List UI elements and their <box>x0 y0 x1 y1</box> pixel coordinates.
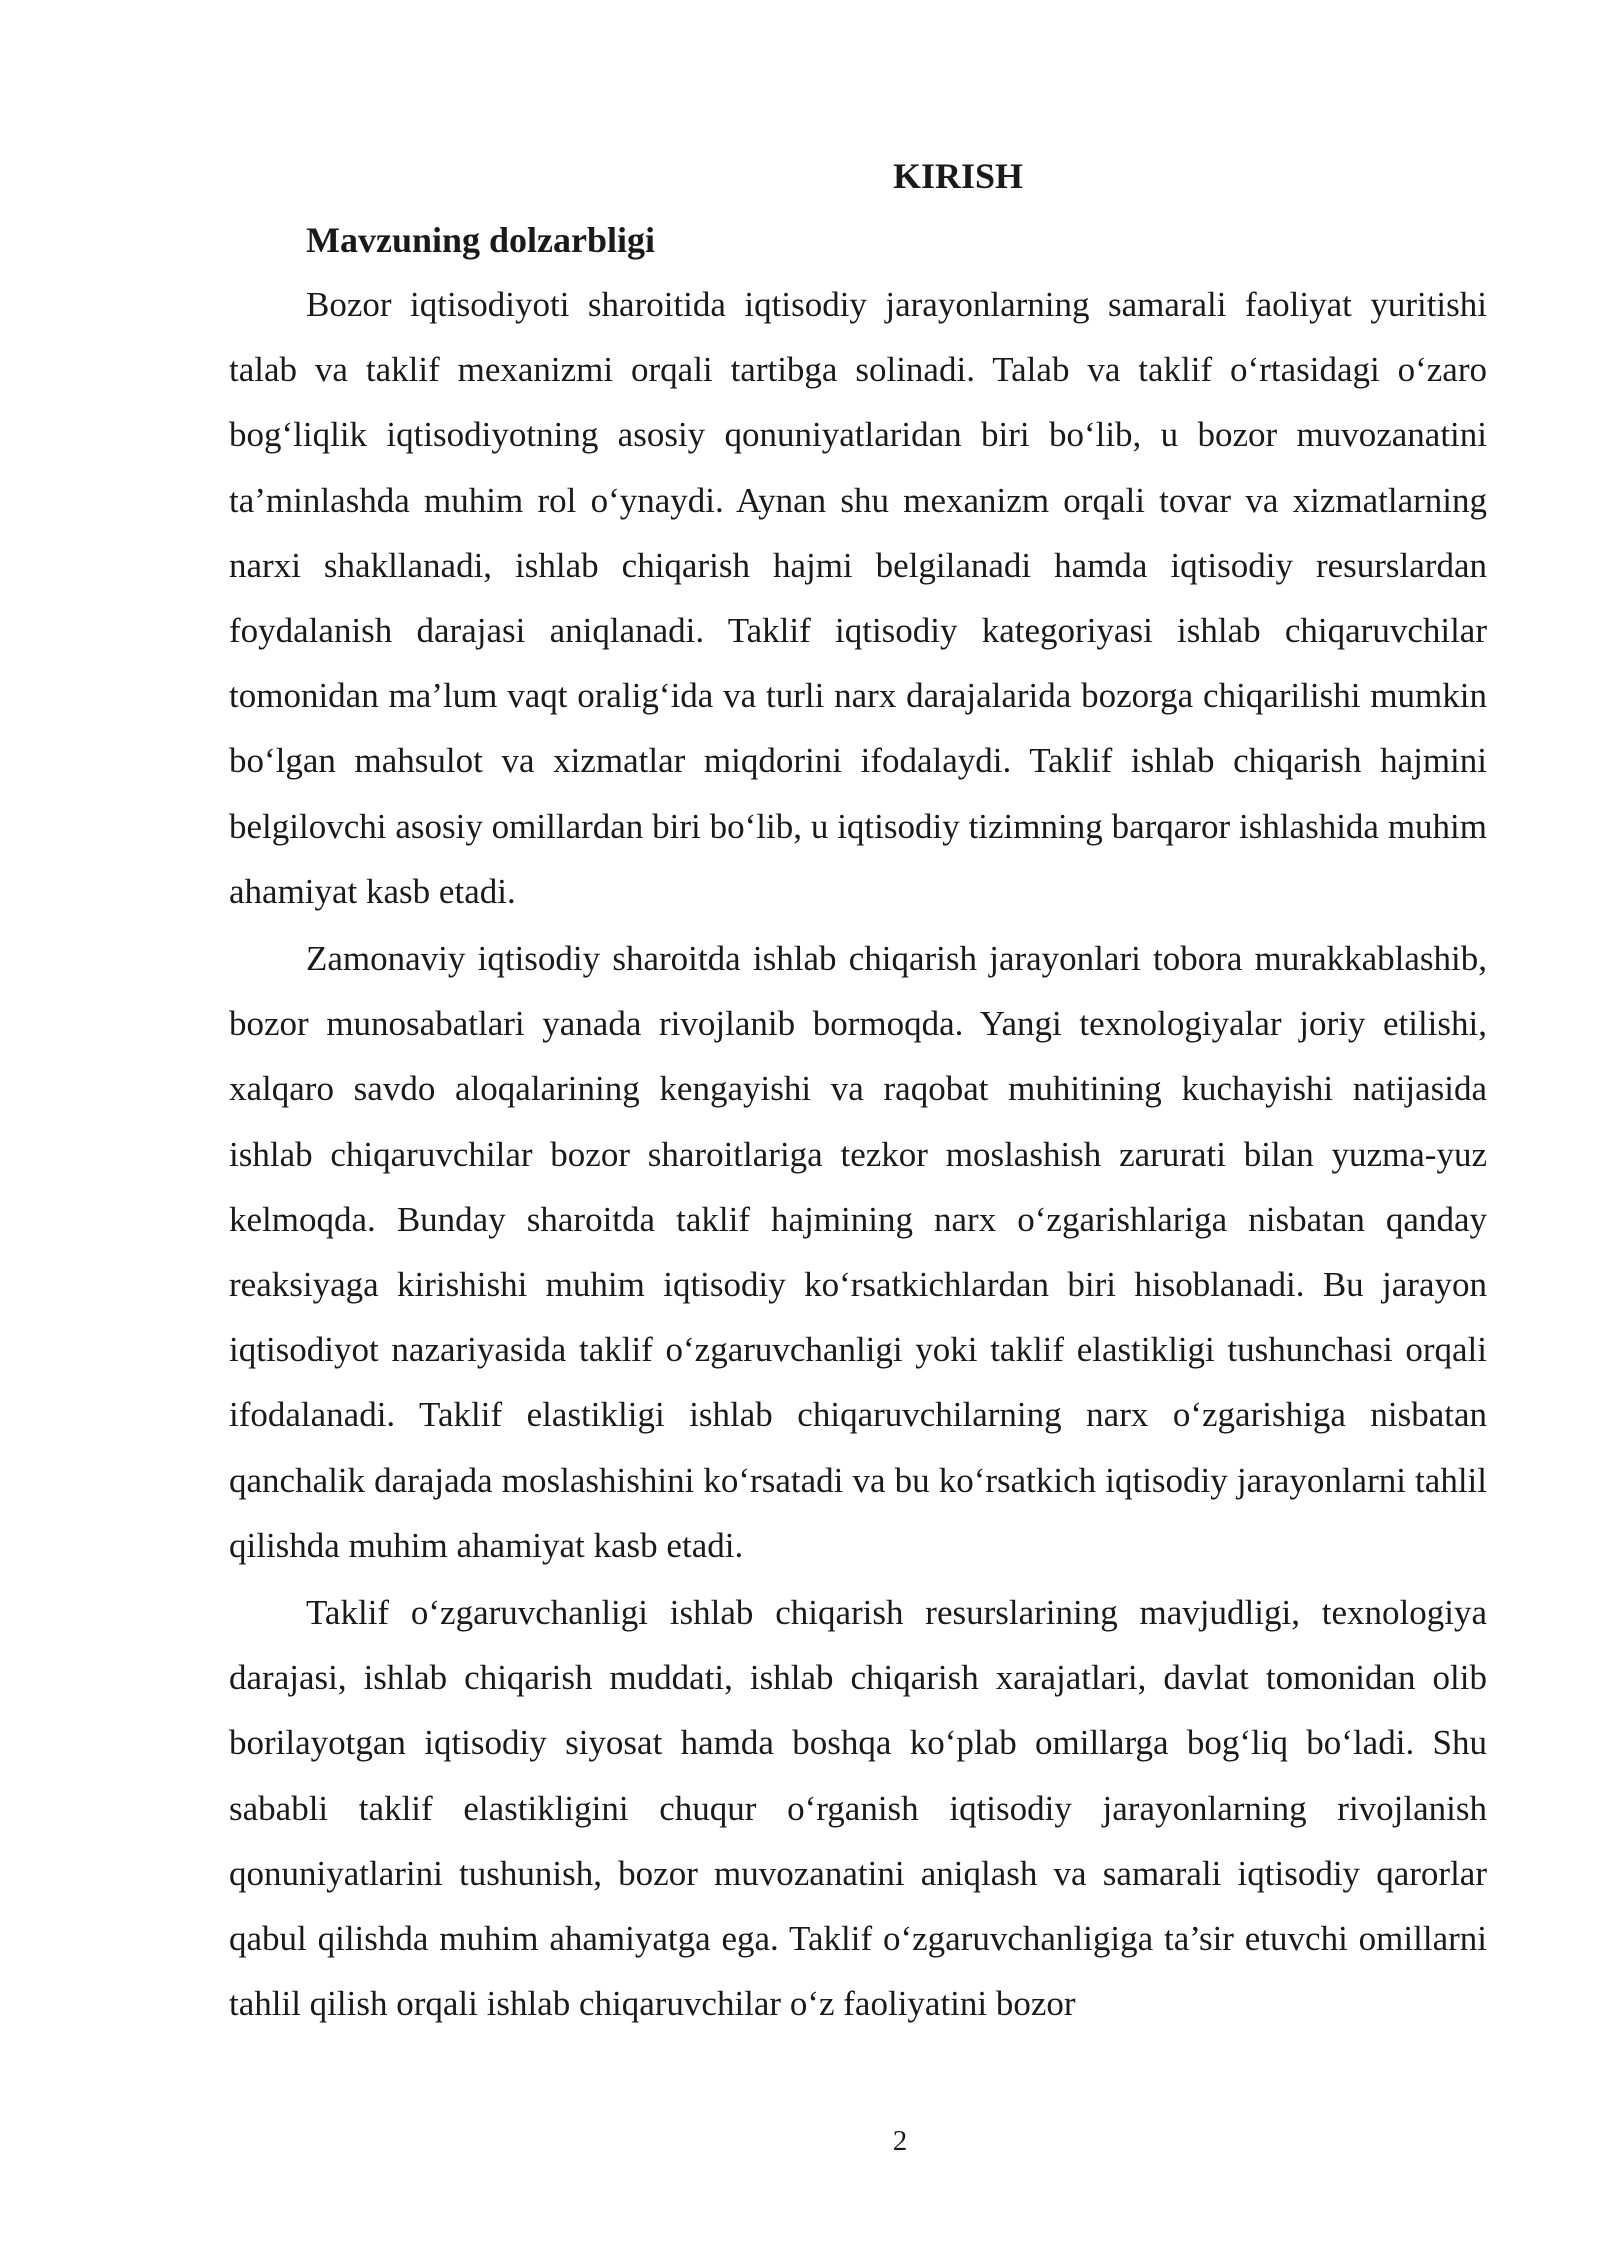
paragraph-3: Taklif o‘zgaruvchanligi ishlab chiqarish resurslarining mavjudligi, texnologiya darajasi, ishlab chiqarish muddati, ishlab chiqarish xarajatlari, davlat tomonidan olib borilayotgan iqtisodiy siyosat hamda boshqa ko‘plab omillarga bog‘liq bo‘ladi. Shu sababli taklif elastikligini chuqur o‘rganish iqtisodiy jarayonlarning rivojlanish qonuniyatlarini tushunish, bozor muvozanatini aniqlash va samarali iqtisodiy qarorlar qabul qilishda muhim ahamiyatga ega. Taklif o‘zgaruvchanligiga ta’sir etuvchi omillarni tahlil qilish orqali ishlab chiqaruvchilar o‘z faoliyatini bozor <box>229 1593 1487 2024</box>
paragraph-2: Zamonaviy iqtisodiy sharoitda ishlab chiqarish jarayonlari tobora murakkablashib, bozor munosabatlari yanada rivojlanib bormoqda. Yangi texnologiyalar joriy etilishi, xalqaro savdo aloqalarining kengayishi va raqobat muhitining kuchayishi natijasida ishlab chiqaruvchilar bozor sharoitlariga tezkor moslashish zarurati bilan yuzma-yuz kelmoqda. Bunday sharoitda taklif hajmining narx o‘zgarishlariga nisbatan qanday reaksiyaga kirishishi muhim iqtisodiy ko‘rsatkichlardan biri hisoblanadi. Bu jarayon iqtisodiyot nazariyasida taklif o‘zgaruvchanligi yoki taklif elastikligi tushunchasi orqali ifodalanadi. Taklif elastikligi ishlab chiqaruvchilarning narx o‘zgarishiga nisbatan qanchalik darajada moslashishini ko‘rsatadi va bu ko‘rsatkich iqtisodiy jarayonlarni tahlil qilishda muhim ahamiyat kasb etadi. <box>229 939 1487 1565</box>
paragraph-1: Bozor iqtisodiyoti sharoitida iqtisodiy jarayonlarning samarali faoliyat yuritishi talab va taklif mexanizmi orqali tartibga solinadi. Talab va taklif o‘rtasidagi o‘zaro bog‘liqlik iqtisodiyotning asosiy qonuniyatlaridan biri bo‘lib, u bozor muvozanatini ta’minlashda muhim rol o‘ynaydi. Aynan shu mexanizm orqali tovar va xizmatlarning narxi shakllanadi, ishlab chiqarish hajmi belgilanadi hamda iqtisodiy resurslardan foydalanish darajasi aniqlanadi. Taklif iqtisodiy kategoriyasi ishlab chiqaruvchilar tomonidan ma’lum vaqt oralig‘ida va turli narx darajalarida bozorga chiqarilishi mumkin bo‘lgan mahsulot va xizmatlar miqdorini ifodalaydi. Taklif ishlab chiqarish hajmini belgilovchi asosiy omillardan biri bo‘lib, u iqtisodiy tizimning barqaror ishlashida muhim ahamiyat kasb etadi. <box>229 285 1487 911</box>
section-subheading: Mavzuning dolzarbligi <box>306 220 656 260</box>
page-number: 2 <box>892 2125 908 2157</box>
page-heading: KIRISH <box>892 156 1024 196</box>
document-body <box>229 146 1487 2036</box>
